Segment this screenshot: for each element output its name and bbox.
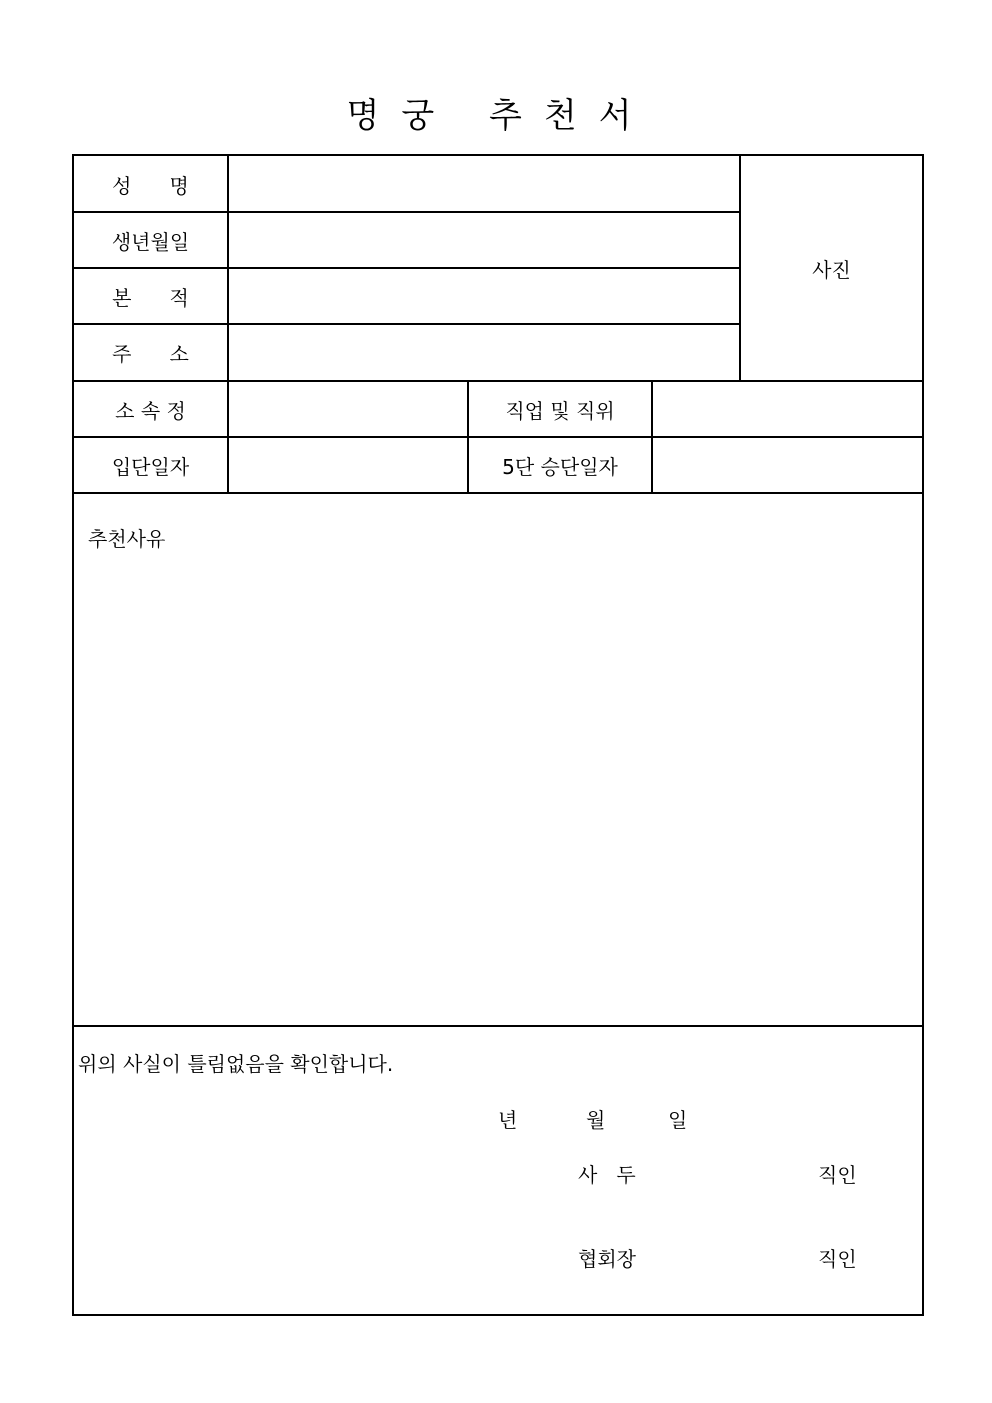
promotion-date-label: 5단 승단일자 bbox=[502, 454, 618, 479]
president-label: 협회장 bbox=[578, 1247, 636, 1271]
photo-area[interactable] bbox=[741, 156, 922, 380]
day-label: 일 bbox=[668, 1108, 688, 1132]
affiliation-field[interactable] bbox=[229, 382, 467, 436]
reason-field[interactable] bbox=[74, 556, 922, 1016]
promotion-date-field[interactable] bbox=[653, 438, 922, 492]
page-title: 명궁 추천서 bbox=[346, 96, 654, 136]
address-label: 주 소 bbox=[112, 341, 189, 366]
affiliation-label: 소 속 정 bbox=[115, 398, 186, 423]
join-date-field[interactable] bbox=[229, 438, 467, 492]
president-seal-label: 직인 bbox=[818, 1247, 857, 1271]
origin-label: 본 적 bbox=[112, 285, 189, 310]
birthdate-field[interactable] bbox=[229, 213, 739, 267]
occupation-label: 직업 및 직위 bbox=[505, 398, 615, 423]
master-label: 사 두 bbox=[578, 1163, 636, 1187]
origin-field[interactable] bbox=[229, 269, 739, 323]
master-seal-label: 직인 bbox=[818, 1163, 857, 1187]
name-field[interactable] bbox=[229, 156, 739, 211]
birthdate-label: 생년월일 bbox=[111, 229, 190, 254]
recommendation-form bbox=[72, 154, 924, 1316]
address-field[interactable] bbox=[229, 325, 739, 380]
row-divider bbox=[74, 1025, 922, 1027]
name-label: 성 명 bbox=[112, 173, 189, 198]
year-label: 년 bbox=[498, 1108, 518, 1132]
month-label: 월 bbox=[586, 1108, 606, 1132]
reason-label: 추천사유 bbox=[88, 527, 166, 551]
join-date-label: 입단일자 bbox=[111, 454, 190, 479]
confirmation-statement: 위의 사실이 틀림없음을 확인합니다. bbox=[78, 1052, 394, 1076]
occupation-field[interactable] bbox=[653, 382, 922, 436]
photo-label: 사진 bbox=[812, 257, 851, 282]
